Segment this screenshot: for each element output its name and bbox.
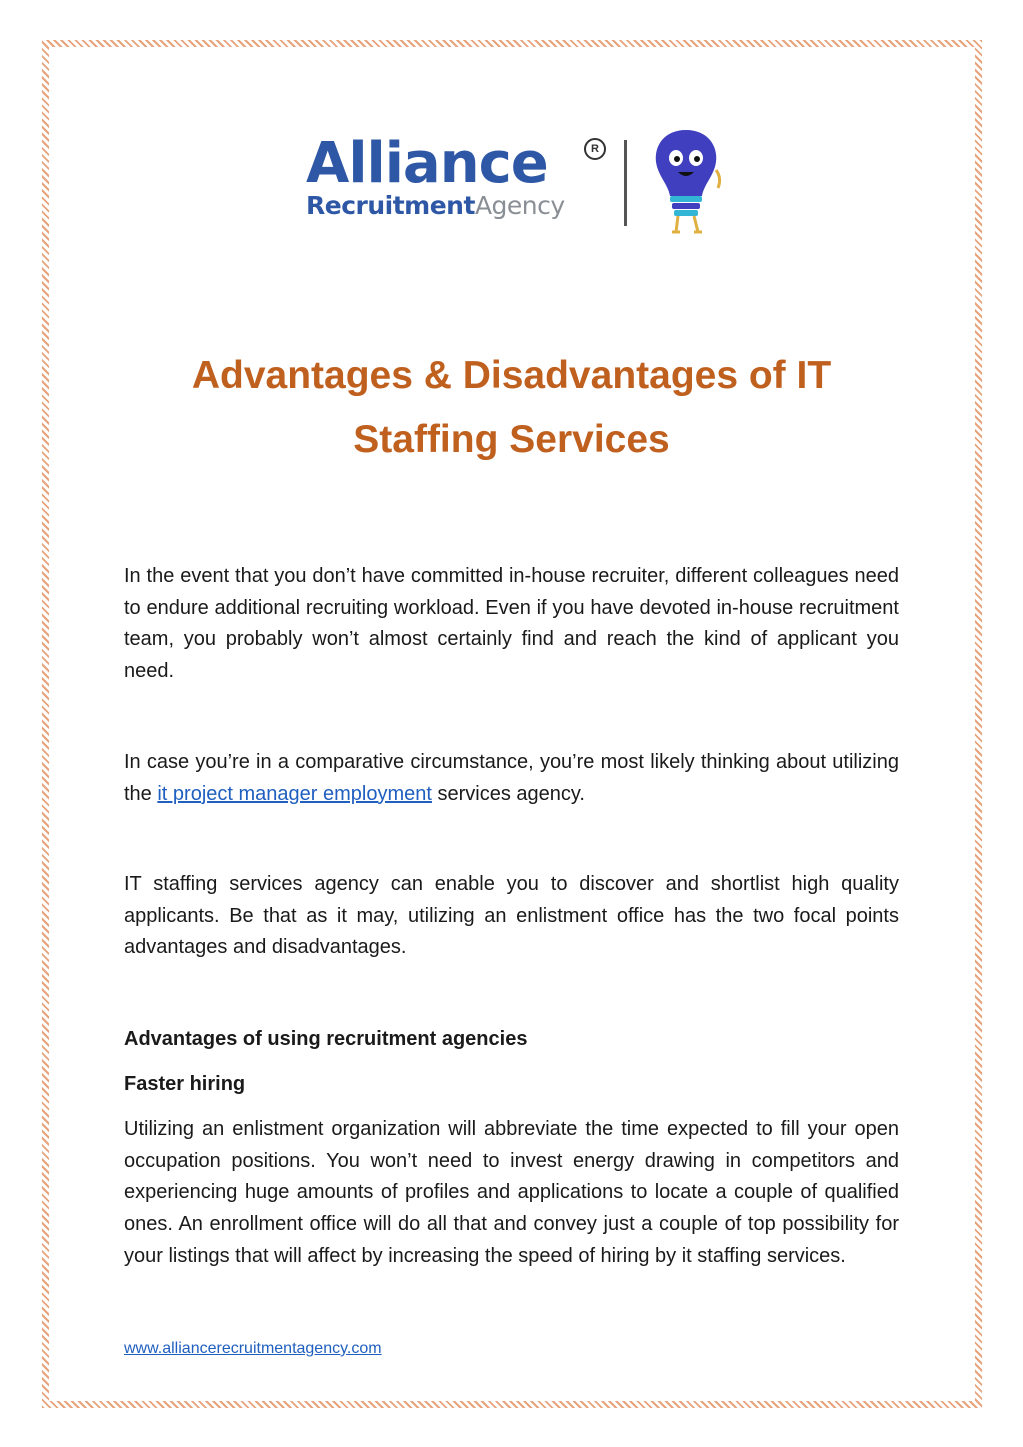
heading-advantages: Advantages of using recruitment agencies <box>124 1028 528 1050</box>
registered-mark-icon: R <box>584 138 606 160</box>
paragraph-staffing-agency: IT staffing services agency can enable you to discover and shortlist high quality applicants. Be that as it may, utilizing an enlistment office has the two focal points advantages and disadvantages. <box>124 873 899 959</box>
paragraph-circumstance-text-before: In case you’re in a comparative circumstance, you’re most likely thinking about utilizing the <box>124 751 899 805</box>
paragraph-faster-hiring: Utilizing an enlistment organization will abbreviate the time expected to fill your open occupation positions. You won’t need to invest energy drawing in competitors and experiencing huge amounts of profiles and applications to locate a couple of qualified ones. An enrollment office will do all that and convey just a couple of top possibility for your listings that will affect by increasing the speed of hiring by it staffing services. <box>124 1118 899 1267</box>
logo-word-agency: Agency <box>474 191 565 220</box>
company-logo <box>306 126 726 238</box>
logo-divider <box>624 140 627 226</box>
title-line-1: Advantages & Disadvantages of IT <box>191 354 832 397</box>
lightbulb-mascot-icon <box>646 126 726 238</box>
heading-faster-hiring: Faster hiring <box>124 1073 246 1095</box>
logo-word-recruitment-agency <box>306 192 565 220</box>
title-line-2: Staffing Services <box>353 418 670 461</box>
document-title <box>120 344 903 472</box>
paragraph-circumstance-text-after: services agency. <box>431 782 585 805</box>
paragraph-intro: In the event that you don’t have committed in-house recruiter, different colleagues need to endure additional recruiting workload. Even if you have devoted in-house recruitment team, you probably won’t almost certainly find and reach the kind of applicant you need. <box>124 565 899 683</box>
paragraph-circumstance <box>124 747 899 810</box>
footer-website-link[interactable]: www.alliancerecruitmentagency.com <box>124 1340 382 1357</box>
logo-word-alliance: Alliance <box>306 131 548 196</box>
it-project-manager-employment-link[interactable]: it project manager employment <box>157 782 432 805</box>
logo-word-recruitment: Recruitment <box>306 191 475 220</box>
